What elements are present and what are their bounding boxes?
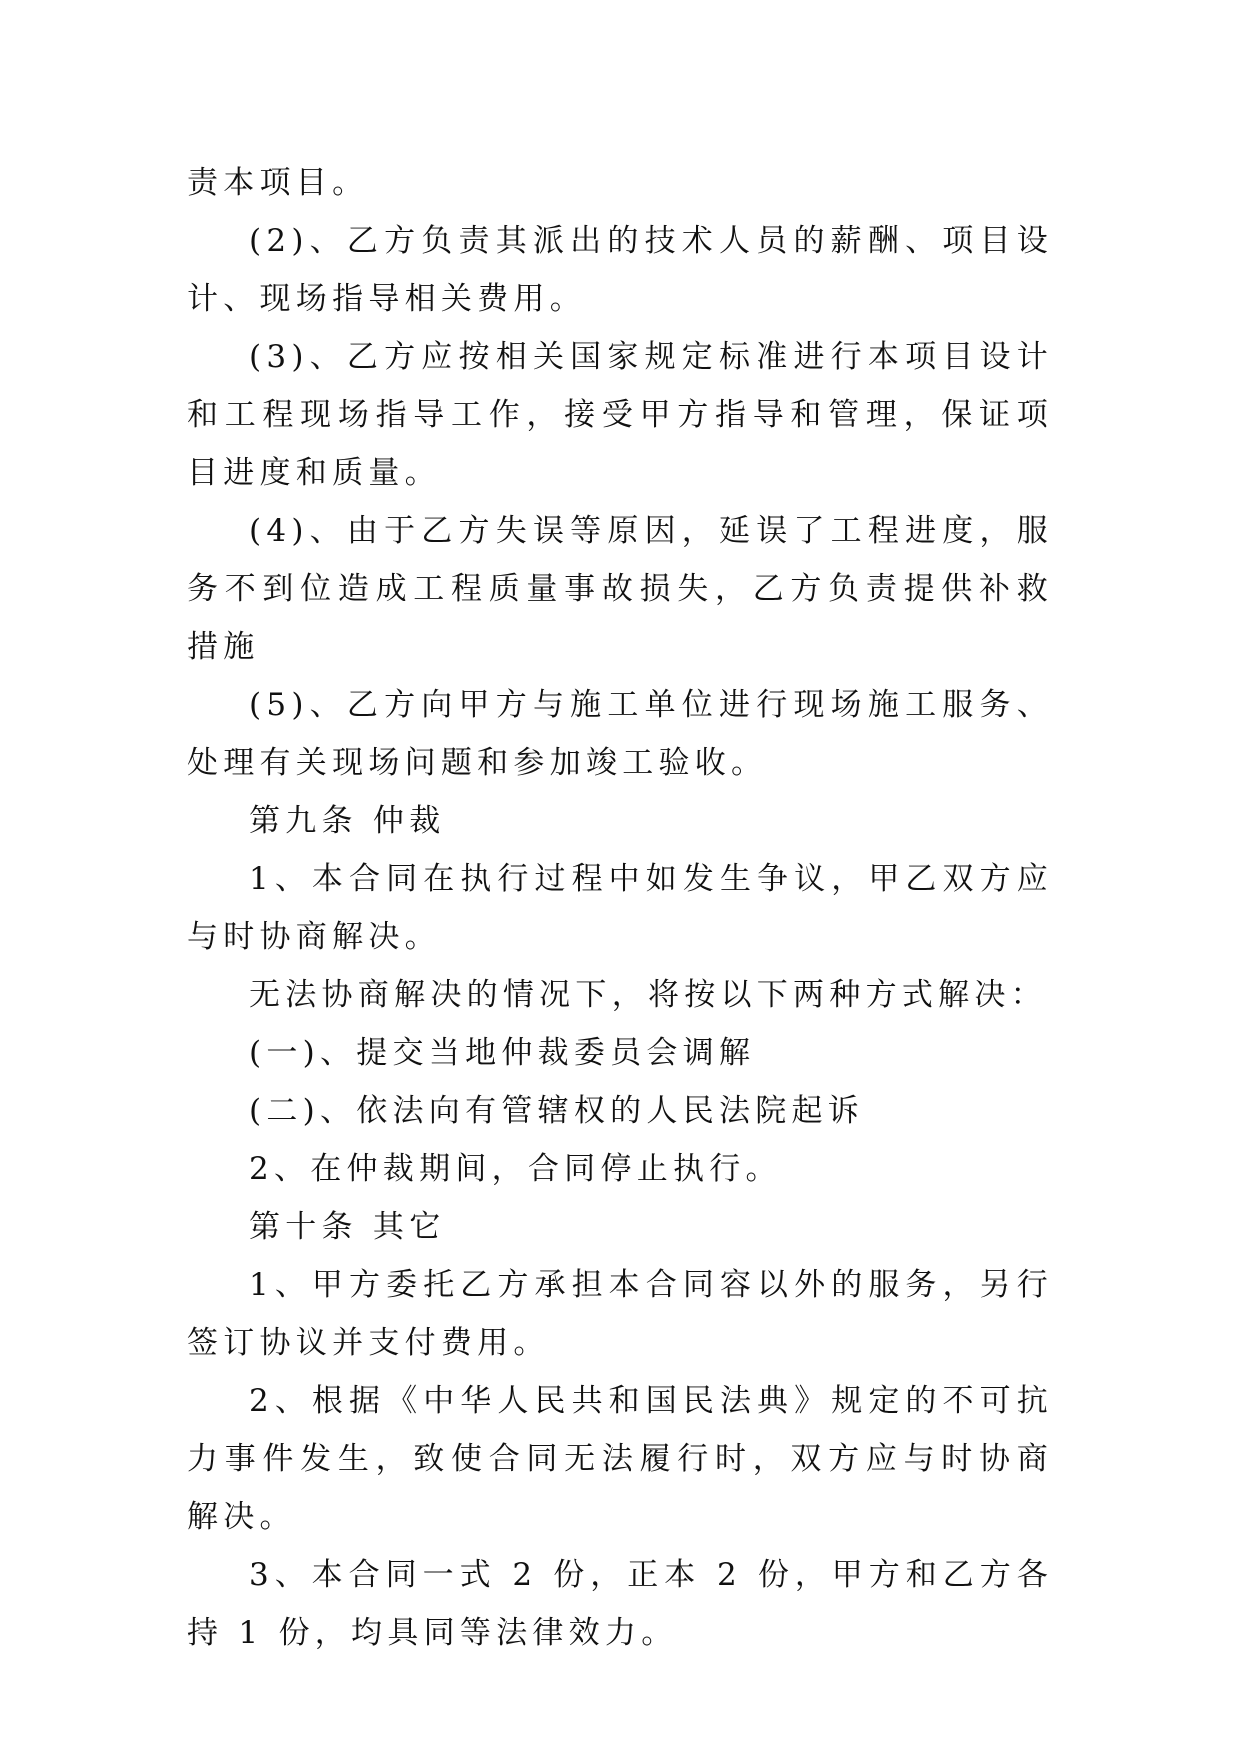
article-9-option-1: (一)、提交当地仲裁委员会调解 (249, 1035, 756, 1071)
article-9-option-2: (二)、依法向有管辖权的人民法院起诉 (249, 1093, 865, 1129)
article-10-heading: 第十条 其它 (249, 1209, 446, 1245)
article-9-note: 无法协商解决的情况下，将按以下两种方式解决： (249, 977, 1047, 1013)
article-10-item-3: 3、本合同一式 2 份，正本 2 份，甲方和乙方各持 1 份，均具同等法律效力。 (187, 1557, 1053, 1651)
clause-item-2: (2)、乙方负责其派出的技术人员的薪酬、项目设计、现场指导相关费用。 (187, 223, 1053, 317)
clause-item-5: (5)、乙方向甲方与施工单位进行现场施工服务、处理有关现场问题和参加竣工验收。 (187, 687, 1053, 781)
clause-item-3: (3)、乙方应按相关国家规定标准进行本项目设计和工程现场指导工作，接受甲方指导和管理，保证项目进度和质量。 (187, 339, 1053, 491)
article-10-item-2: 2、根据《中华人民共和国民法典》规定的不可抗力事件发生，致使合同无法履行时，双方应与时协商解决。 (187, 1383, 1053, 1535)
article-9-item-1: 1、本合同在执行过程中如发生争议，甲乙双方应与时协商解决。 (187, 861, 1053, 955)
clause-item-4: (4)、由于乙方失误等原因，延误了工程进度，服务不到位造成工程质量事故损失，乙方负责提供补救措施 (187, 513, 1053, 665)
paragraph-continuation: 责本项目。 (187, 165, 369, 201)
article-10-item-1: 1、甲方委托乙方承担本合同容以外的服务，另行签订协议并支付费用。 (187, 1267, 1053, 1361)
article-9-item-2: 2、在仲裁期间，合同停止执行。 (249, 1151, 782, 1187)
document-body (187, 154, 1053, 1662)
article-9-heading: 第九条 仲裁 (249, 803, 446, 839)
